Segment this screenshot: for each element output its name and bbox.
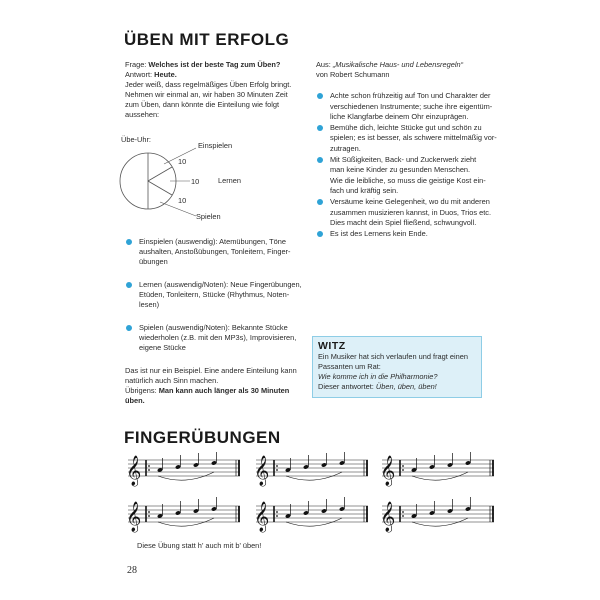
intro-line: aussehen: <box>125 110 160 119</box>
clock-minutes-spielen: 10 <box>178 196 187 205</box>
list-item: Mit Süßigkeiten, Back- und Zuckerwerk zieht man keine Kinder zu gesunden Menschen. Wie die leibliche, so muss die geistige Kost ein- fach und kräftig sein. <box>316 155 506 197</box>
section-title: FINGERÜBUNGEN <box>124 428 281 447</box>
list-item: Es ist des Lernens kein Ende. <box>316 229 506 240</box>
repeat-dot <box>276 465 278 467</box>
treble-clef-icon: 𝄞 <box>254 502 270 532</box>
list-item: Achte schon frühzeitig auf Ton und Charakter der verschiedenen Instrumente; suche ihre eigentüm- liche Klangfarbe deinem Ohr einzuprägen. <box>316 91 506 123</box>
list-item: Versäume keine Gelegenheit, wo du mit anderen zusammen musizieren kannst, in Duos, Trios etc. Dies macht dein Spiel fließend, schwungvoll. <box>316 197 506 229</box>
clock-label-spielen: Spielen <box>196 212 221 221</box>
repeat-dot <box>402 511 404 513</box>
clock-minutes-einspielen: 10 <box>178 157 187 166</box>
question-label: Frage: <box>125 60 149 69</box>
finger-exercises-notation <box>120 452 500 542</box>
treble-clef-icon: 𝄞 <box>126 502 142 532</box>
rules-list <box>316 91 506 239</box>
repeat-dot <box>402 465 404 467</box>
treble-clef-icon: 𝄞 <box>380 456 396 486</box>
treble-clef-icon: 𝄞 <box>126 456 142 486</box>
intro-line: zum Üben, dann könnte die Einteilung wie folgt <box>125 100 280 109</box>
list-item: Bemühe dich, leichte Stücke gut und schön zu spielen; es ist besser, als schwere mittelmäßig vor- zutragen. <box>316 123 506 155</box>
page-number: 28 <box>127 565 137 576</box>
repeat-dot <box>276 469 278 471</box>
list-item: Einspielen (auswendig): Atemübungen, Töne aushalten, Anstoßübungen, Tonleitern, Finger- übungen <box>125 237 315 267</box>
witz-box: WITZ Ein Musiker hat sich verlaufen und fragt einen Passanten um Rat: Wie komme ich in die Philharmonie? Dieser antwortet: Üben, üben, üben! <box>312 336 482 398</box>
note-block: Das ist nur ein Beispiel. Eine andere Einteilung kann natürlich auch Sinn machen. Übrigens: Man kann auch länger als 30 Minuten üben. <box>125 366 297 405</box>
clock-hand <box>148 167 172 181</box>
clock-minutes-lernen: 10 <box>191 177 200 186</box>
clock-hand <box>148 181 172 195</box>
repeat-dot <box>276 511 278 513</box>
clock-label: Übe-Uhr: <box>121 135 151 144</box>
repeat-dot <box>402 515 404 517</box>
intro-line: Jeder weiß, dass regelmäßiges Üben Erfolg bringt. <box>125 80 292 89</box>
question-block <box>125 60 305 120</box>
repeat-dot <box>148 515 150 517</box>
answer-label: Antwort: <box>125 70 155 79</box>
clock-label-lernen: Lernen <box>218 176 242 185</box>
question-text: Welches ist der beste Tag zum Üben? <box>148 60 281 69</box>
repeat-dot <box>276 515 278 517</box>
list-item: Lernen (auswendig/Noten): Neue Fingerübungen, Etüden, Tonleitern, Stücke (Rhythmus, Noten- lesen) <box>125 280 315 310</box>
treble-clef-icon: 𝄞 <box>380 502 396 532</box>
plan-list <box>125 237 315 353</box>
repeat-dot <box>148 465 150 467</box>
list-item: Spielen (auswendig/Noten): Bekannte Stücke wiederholen (z.B. mit den MP3s), Improvisieren, eigene Stücke <box>125 323 315 353</box>
repeat-dot <box>148 469 150 471</box>
repeat-dot <box>402 469 404 471</box>
page-title: ÜBEN MIT ERFOLG <box>124 30 290 49</box>
source-block: Aus: „Musikalische Haus- und Lebensregeln“ von Robert Schumann <box>316 60 464 79</box>
answer-text: Heute. <box>154 70 177 79</box>
intro-line: Nehmen wir einmal an, wir haben 30 Minuten Zeit <box>125 90 288 99</box>
witz-title: WITZ <box>318 340 346 352</box>
treble-clef-icon: 𝄞 <box>254 456 270 486</box>
clock-label-einspielen: Einspielen <box>198 141 233 150</box>
exercise-caption: Diese Übung statt h’ auch mit b’ üben! <box>137 541 262 550</box>
repeat-dot <box>148 511 150 513</box>
